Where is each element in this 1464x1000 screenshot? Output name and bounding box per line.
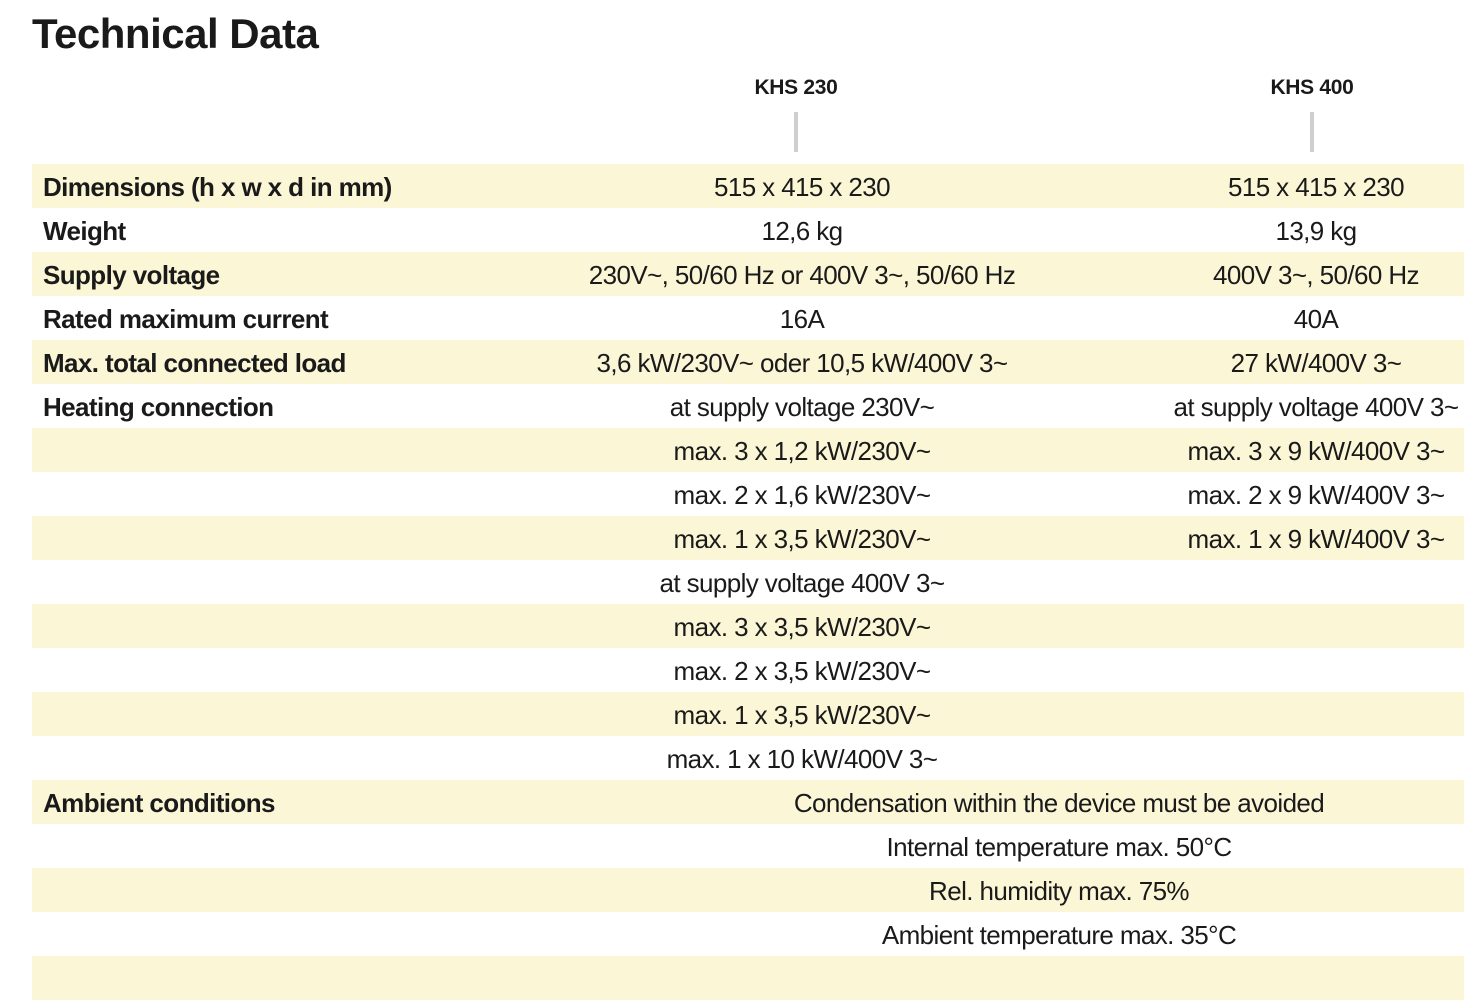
value-khs-230: at supply voltage 400V 3~ [659,568,945,598]
column-marker [794,112,798,152]
value-khs-400: max. 3 x 9 kW/400V 3~ [1187,436,1445,466]
value-khs-230: 16A [779,304,825,334]
table-row [32,956,1464,1000]
value-khs-230: max. 1 x 3,5 kW/230V~ [673,524,931,554]
value-khs-230: 230V~, 50/60 Hz or 400V 3~, 50/60 Hz [588,260,1016,290]
value-khs-400: 400V 3~, 50/60 Hz [1213,260,1419,290]
value-khs-400: 13,9 kg [1275,216,1357,246]
value-khs-400 [1066,604,1464,648]
value-khs-400 [1066,736,1464,780]
technical-data-table [32,164,1464,1000]
table-row [32,648,1464,692]
table-row [32,472,1464,516]
table-row [32,340,1464,384]
table-row [32,208,1464,252]
table-row [32,912,1464,956]
row-label: Supply voltage [43,260,220,290]
value-khs-400: max. 1 x 9 kW/400V 3~ [1187,524,1445,554]
value-khs-230: max. 2 x 1,6 kW/230V~ [673,480,931,510]
table-row [32,428,1464,472]
value-both-models: Internal temperature max. 50°C [886,832,1232,862]
table-row [32,824,1464,868]
value-both-models: Condensation within the device must be avoided [793,788,1325,818]
table-row [32,384,1464,428]
value-khs-230: max. 2 x 3,5 kW/230V~ [673,656,931,686]
column-header-khs-230: KHS 230 [754,76,838,99]
row-label: Dimensions (h x w x d in mm) [43,172,392,202]
table-row [32,780,1464,824]
row-label: Max. total connected load [43,348,346,378]
table-row [32,296,1464,340]
value-khs-400: 40A [1293,304,1339,334]
table-row [32,516,1464,560]
value-khs-230: 515 x 415 x 230 [713,172,891,202]
page-title: Technical Data [32,10,319,57]
column-marker [1310,112,1314,152]
value-both-models: Ambient temperature max. 35°C [881,920,1237,950]
value-khs-400 [1066,648,1464,692]
table-row [32,164,1464,208]
row-label: Rated maximum current [43,304,329,334]
value-both-models: Rel. humidity max. 75% [929,876,1189,906]
row-label: Weight [43,216,126,246]
value-khs-230: at supply voltage 230V~ [669,392,935,422]
value-khs-400: at supply voltage 400V 3~ [1173,392,1459,422]
value-khs-400: max. 2 x 9 kW/400V 3~ [1187,480,1445,510]
value-khs-230: max. 1 x 3,5 kW/230V~ [673,700,931,730]
row-label: Ambient conditions [43,788,275,818]
value-khs-230: 3,6 kW/230V~ oder 10,5 kW/400V 3~ [596,348,1008,378]
table-row [32,252,1464,296]
value-khs-230: max. 3 x 1,2 kW/230V~ [673,436,931,466]
value-khs-400: 515 x 415 x 230 [1227,172,1405,202]
table-row [32,868,1464,912]
value-khs-400: 27 kW/400V 3~ [1230,348,1402,378]
table-row [32,560,1464,604]
value-both-models [552,956,1464,1000]
value-khs-230: 12,6 kg [761,216,843,246]
table-row [32,736,1464,780]
value-khs-230: max. 1 x 10 kW/400V 3~ [666,744,938,774]
table-row [32,604,1464,648]
value-khs-400 [1066,560,1464,604]
column-header-khs-400: KHS 400 [1270,76,1354,99]
value-khs-400 [1066,692,1464,736]
value-khs-230: max. 3 x 3,5 kW/230V~ [673,612,931,642]
row-label: Heating connection [43,392,274,422]
table-row [32,692,1464,736]
